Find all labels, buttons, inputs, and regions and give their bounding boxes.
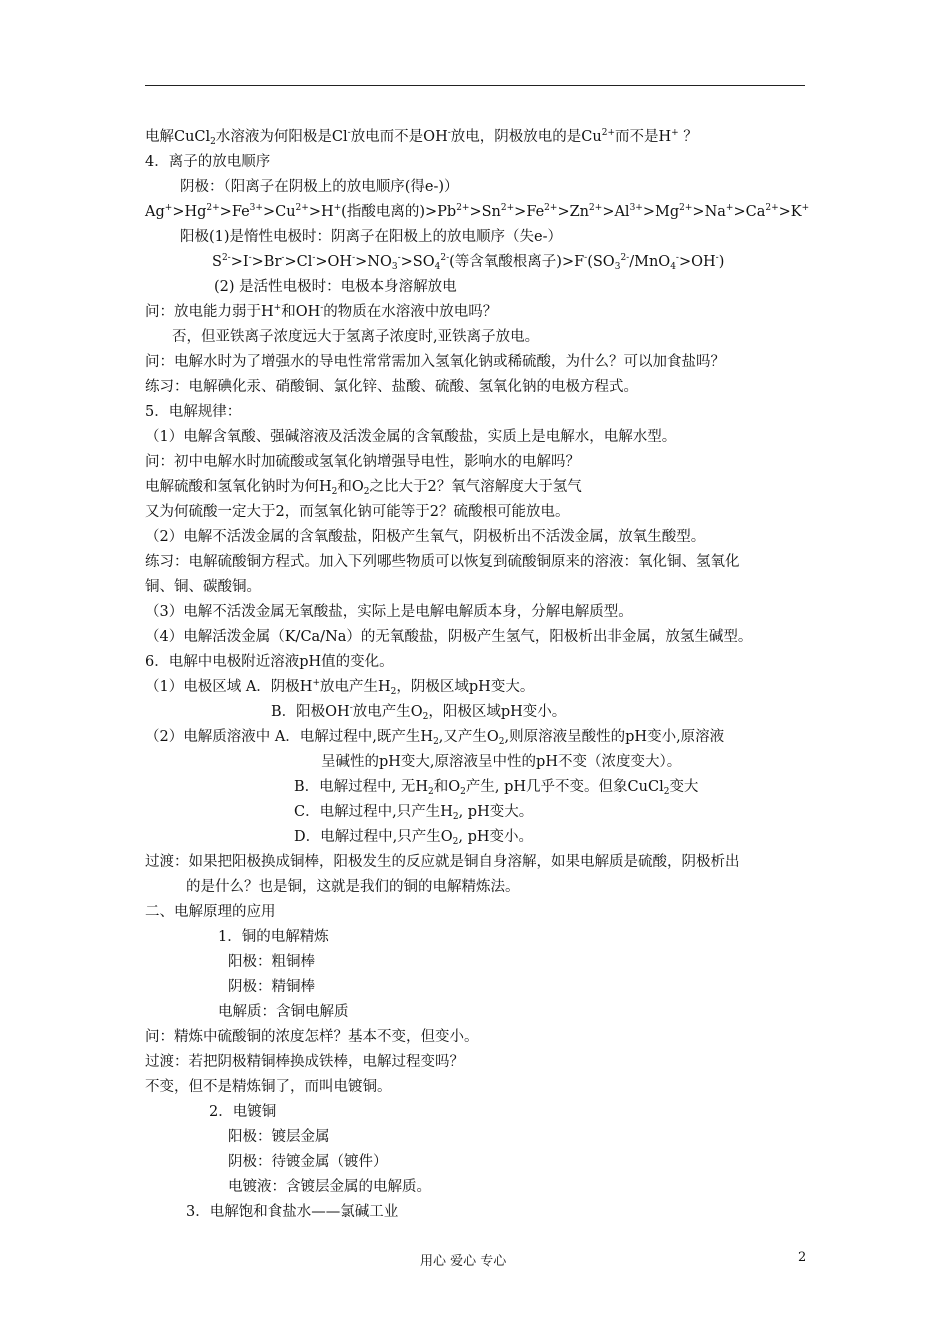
text-run: B．阳极OH xyxy=(271,704,350,720)
paragraph-line xyxy=(271,702,566,722)
text-run: 5．电解规律： xyxy=(145,404,242,420)
superscript: - xyxy=(347,128,351,138)
text-run: S xyxy=(212,254,222,270)
text-run: ) xyxy=(718,254,725,270)
text-run: ，阳极区域pH变小。 xyxy=(428,704,567,720)
question-line xyxy=(145,1027,479,1047)
text-run: 产生, pH几乎不变。但象CuCl xyxy=(465,779,664,795)
text-run: B．电解过程中, 无H xyxy=(294,779,429,795)
text-run: 放电产生H xyxy=(320,679,391,695)
paragraph-line xyxy=(145,502,569,522)
paragraph-line xyxy=(321,752,681,772)
text-run: 6．电解中电极附近溶液pH值的变化。 xyxy=(145,654,394,670)
text-run: 4．离子的放电顺序 xyxy=(145,154,271,170)
subscript: 2 xyxy=(452,837,459,847)
text-run: ？ xyxy=(678,129,698,145)
text-run: >Hg xyxy=(172,204,207,220)
superscript: - xyxy=(349,703,353,713)
subscript: 2 xyxy=(452,812,459,822)
text-run: ,又产生O xyxy=(438,729,499,745)
superscript: 2- xyxy=(620,253,630,263)
paragraph-line xyxy=(228,1152,388,1172)
text-run: 不变，但不是精炼铜了，而叫电镀铜。 xyxy=(145,1079,392,1095)
superscript: - xyxy=(715,253,719,263)
subscript: 4 xyxy=(434,262,441,272)
paragraph-line xyxy=(228,1177,431,1197)
section-heading xyxy=(145,152,270,172)
text-run: （1）电解含氧酸、强碱溶液及活泼金属的含氧酸盐，实质上是电解水，电解水型。 xyxy=(145,429,677,445)
superscript: 3+ xyxy=(629,203,643,213)
superscript: - xyxy=(352,253,356,263)
subscript: 2 xyxy=(331,487,338,497)
section-heading xyxy=(145,402,241,422)
text-run: , pH变大。 xyxy=(458,804,534,820)
text-run: 问：初中电解水时加硫酸或氢氧化钠增强导电性，影响水的电解吗？ xyxy=(145,454,580,470)
paragraph-line xyxy=(145,1052,464,1072)
text-run: 之比大于2？氧气溶解度大于氢气 xyxy=(369,479,582,495)
text-run: 3．电解饱和食盐水——氯碱工业 xyxy=(186,1204,399,1220)
subscript: 2 xyxy=(663,787,670,797)
text-run: 阳极：镀层金属 xyxy=(228,1129,330,1145)
text-run: (2) 是活性电极时：电极本身溶解放电 xyxy=(214,279,457,295)
superscript: 2+ xyxy=(765,203,779,213)
exercise-line xyxy=(145,377,638,397)
superscript: 2- xyxy=(440,253,450,263)
text-run: , pH变小。 xyxy=(458,829,534,845)
section-heading xyxy=(145,652,394,672)
text-run: >Cl xyxy=(284,254,313,270)
text-run: (SO xyxy=(587,254,615,270)
paragraph-line xyxy=(145,427,676,447)
text-run: (等含氧酸根离子)>F xyxy=(449,254,585,270)
superscript: 2+ xyxy=(295,203,309,213)
superscript: + xyxy=(671,128,679,138)
subscript: 3 xyxy=(391,262,398,272)
text-run: 放电，阴极放电的是Cu xyxy=(450,129,602,145)
text-run: 呈碱性的pH变大,原溶液呈中性的pH不变（浓度变大）。 xyxy=(321,754,682,770)
text-run: >NO xyxy=(355,254,392,270)
text-run: >I xyxy=(230,254,249,270)
text-run: 问：放电能力弱于H xyxy=(145,304,274,320)
superscript: 2+ xyxy=(544,203,558,213)
question-line xyxy=(145,302,497,322)
subscript: 3 xyxy=(614,262,621,272)
text-run: 电镀液：含镀层金属的电解质。 xyxy=(228,1179,431,1195)
text-run: 放电产生O xyxy=(352,704,423,720)
text-run: ,则原溶液呈酸性的pH变小,原溶液 xyxy=(504,729,725,745)
paragraph-line xyxy=(294,802,533,822)
text-run: >Mg xyxy=(642,204,680,220)
text-run: 的是什么？也是铜，这就是我们的铜的电解精炼法。 xyxy=(186,879,520,895)
paragraph-line xyxy=(218,1002,349,1022)
question-line xyxy=(145,452,580,472)
superscript: 2+ xyxy=(206,203,220,213)
superscript: 3+ xyxy=(249,203,263,213)
paragraph-line xyxy=(214,277,457,297)
subscript: 2 xyxy=(498,737,505,747)
paragraph-line xyxy=(228,977,315,997)
paragraph-line xyxy=(145,1077,392,1097)
header-rule xyxy=(145,85,805,86)
superscript: - xyxy=(320,303,324,313)
question-line xyxy=(145,352,725,372)
paragraph-line xyxy=(180,227,562,247)
text-run: >SO xyxy=(400,254,435,270)
text-run: >Fe xyxy=(514,204,545,220)
footer-text: 用心 爱心 专心 xyxy=(420,1254,507,1269)
cation-order-line xyxy=(145,202,809,222)
text-run: 和O xyxy=(337,479,364,495)
text-run: （4）电解活泼金属（K/Ca/Na）的无氧酸盐，阴极产生氢气，阳极析出非金属，放氢生碱型。 xyxy=(145,629,753,645)
text-run: 过渡：若把阴极精铜棒换成铁棒，电解过程变吗？ xyxy=(145,1054,464,1070)
text-run: >Zn xyxy=(557,204,590,220)
text-run: 又为何硫酸一定大于2，而氢氧化钠可能等于2？硫酸根可能放电。 xyxy=(145,504,570,520)
paragraph-line xyxy=(145,627,752,647)
text-run: Ag xyxy=(145,204,165,220)
text-run: （2）电解质溶液中 A．电解过程中,既产生H xyxy=(145,729,434,745)
paragraph-line xyxy=(228,1127,330,1147)
paragraph-line xyxy=(145,527,705,547)
text-run: >Fe xyxy=(219,204,250,220)
text-run: 水溶液为何阳极是Cl xyxy=(215,129,348,145)
text-run: 阳极(1)是惰性电极时：阴离子在阳极上的放电顺序（失e-） xyxy=(180,229,563,245)
superscript: 2+ xyxy=(601,128,615,138)
page-number: 2 xyxy=(798,1250,807,1265)
superscript: + xyxy=(725,203,734,213)
text-run: （2）电解不活泼金属的含氧酸盐，阳极产生氧气，阴极析出不活泼金属，放氧生酸型。 xyxy=(145,529,706,545)
subsection-heading xyxy=(218,927,329,947)
paragraph-line xyxy=(145,577,261,597)
text-run: 阴极：精铜棒 xyxy=(228,979,315,995)
superscript: 2+ xyxy=(589,203,603,213)
text-run: 铜、铜、碳酸铜。 xyxy=(145,579,261,595)
text-run: 问：精炼中硫酸铜的浓度怎样？基本不变，但变小。 xyxy=(145,1029,479,1045)
superscript: 2+ xyxy=(456,203,470,213)
text-run: (指酸电离的)>Pb xyxy=(341,204,457,220)
superscript: + xyxy=(273,303,282,313)
text-run: >Al xyxy=(602,204,630,220)
exercise-line xyxy=(145,552,740,572)
paragraph-line xyxy=(145,677,534,697)
superscript: + xyxy=(312,678,320,688)
text-run: /MnO xyxy=(629,254,671,270)
subscript: 2 xyxy=(460,787,466,797)
subscript: 2 xyxy=(428,787,434,797)
subscript: 2 xyxy=(390,687,397,697)
subscript: 2 xyxy=(210,137,216,147)
paragraph-line xyxy=(180,177,459,197)
superscript: 2+ xyxy=(679,203,693,213)
text-run: >OH xyxy=(315,254,353,270)
text-run: 问：电解水时为了增强水的导电性常常需加入氢氧化钠或稀硫酸，为什么？可以加食盐吗？ xyxy=(145,354,725,370)
text-run: >OH xyxy=(678,254,716,270)
text-run: >K xyxy=(778,204,802,220)
paragraph-line xyxy=(145,127,698,147)
paragraph-line xyxy=(145,727,724,747)
paragraph-line xyxy=(145,602,633,622)
text-run: C．电解过程中,只产生H xyxy=(294,804,453,820)
text-run: ，阴极区域pH变大。 xyxy=(396,679,535,695)
text-run: 阳极：粗铜棒 xyxy=(228,954,315,970)
subscript: 4 xyxy=(670,262,676,272)
superscript: - xyxy=(281,253,285,263)
text-run: >Cu xyxy=(262,204,296,220)
text-run: 和OH xyxy=(281,304,321,320)
paragraph-line xyxy=(294,827,533,847)
text-run: >Na xyxy=(692,204,726,220)
text-run: 和O xyxy=(433,779,461,795)
text-run: 电解硫酸和氢氧化钠时为何H xyxy=(145,479,332,495)
superscript: + xyxy=(801,203,810,213)
superscript: + xyxy=(333,203,342,213)
subsection-heading xyxy=(186,1202,398,1222)
text-run: 过渡：如果把阳极换成铜棒，阳极发生的反应就是铜自身溶解，如果电解质是硫酸，阴极析出 xyxy=(145,854,740,870)
superscript: 2+ xyxy=(500,203,515,213)
subscript: 2 xyxy=(363,487,370,497)
superscript: + xyxy=(164,203,173,213)
text-run: 否，但亚铁离子浓度远大于氢离子浓度时,亚铁离子放电。 xyxy=(172,329,540,345)
text-run: 2．电镀铜 xyxy=(209,1104,277,1120)
text-run: （1）电极区域 A．阴极H xyxy=(145,679,313,695)
text-run: >H xyxy=(308,204,334,220)
subscript: 2 xyxy=(433,737,439,747)
subsection-heading xyxy=(209,1102,276,1122)
text-run: 阴极：（阳离子在阴极上的放电顺序(得e-)） xyxy=(180,179,459,195)
text-run: 变大 xyxy=(669,779,699,795)
text-run: 放电而不是OH xyxy=(350,129,448,145)
section-heading xyxy=(145,902,276,922)
superscript: - xyxy=(675,253,679,263)
paragraph-line xyxy=(145,852,740,872)
text-run: 练习：电解硫酸铜方程式。加入下列哪些物质可以恢复到硫酸铜原来的溶液：氧化铜、氢氧化 xyxy=(145,554,740,570)
superscript: - xyxy=(584,253,588,263)
superscript: 2- xyxy=(221,253,231,263)
paragraph-line xyxy=(294,777,698,797)
text-run: 而不是H xyxy=(615,129,672,145)
superscript: - xyxy=(312,253,316,263)
text-run: （3）电解不活泼金属无氧酸盐，实际上是电解电解质本身，分解电解质型。 xyxy=(145,604,633,620)
text-run: 电解CuCl xyxy=(145,129,211,145)
text-run: 电解质：含铜电解质 xyxy=(218,1004,349,1020)
superscript: - xyxy=(447,128,451,138)
text-run: 1．铜的电解精炼 xyxy=(218,929,329,945)
text-run: 练习：电解碘化汞、硝酸铜、氯化锌、盐酸、硫酸、氢氧化钠的电极方程式。 xyxy=(145,379,638,395)
text-run: >Br xyxy=(251,254,282,270)
paragraph-line xyxy=(228,952,315,972)
subscript: 2 xyxy=(422,712,429,722)
text-run: >Sn xyxy=(469,204,501,220)
paragraph-line xyxy=(145,477,582,497)
text-run: D．电解过程中,只产生O xyxy=(294,829,453,845)
superscript: - xyxy=(397,253,401,263)
paragraph-line xyxy=(186,877,520,897)
answer-line xyxy=(172,327,539,347)
text-run: 的物质在水溶液中放电吗？ xyxy=(323,304,498,320)
text-run: 阴极：待镀金属（镀件） xyxy=(228,1154,388,1170)
superscript: - xyxy=(248,253,252,263)
anion-order-line xyxy=(212,252,724,272)
text-run: 二、电解原理的应用 xyxy=(145,904,276,920)
text-run: >Ca xyxy=(733,204,766,220)
